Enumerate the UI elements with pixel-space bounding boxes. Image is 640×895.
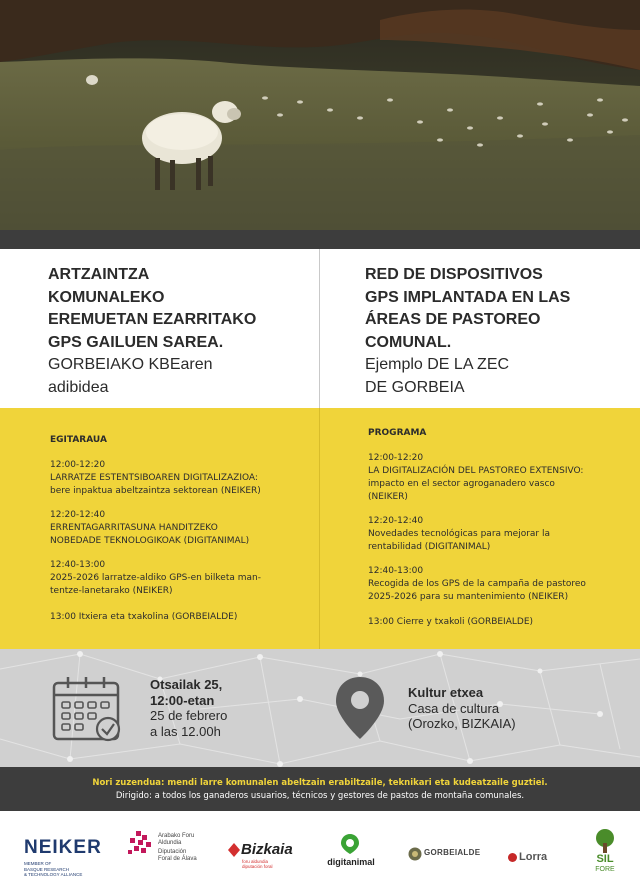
program-section (0, 408, 640, 649)
alava-name-eu: Arabako Foru Aldundia (158, 833, 195, 846)
place-es: Casa de cultura (408, 700, 500, 716)
neiker-logo (24, 837, 102, 878)
date-eu-time: 12:00-etan (150, 692, 215, 708)
program-item-desc: Recogida de los GPS de la campaña de pastoreo 2025-2026 para su mantenimiento (NEIKER) (368, 579, 586, 602)
alava-emblem-icon (126, 829, 156, 859)
program-item-time: 12:40-13:00 (50, 560, 106, 570)
lorra-logo-text: Lorra (519, 851, 548, 863)
program-item-time: 12:20-12:40 (368, 516, 424, 526)
digitanimal-pin-icon (340, 833, 360, 855)
program-item (50, 459, 300, 498)
neiker-logo-subtext: MEMBER OF BASQUE RESEARCH & TECHNOLOGY ALLIANCE (24, 861, 83, 877)
program-item (368, 515, 618, 554)
silfore-logo-text-2: FORE (595, 866, 615, 873)
place-town: (Orozko, BIZKAIA) (408, 716, 516, 731)
program-item (50, 509, 300, 548)
lorra-dot-icon (508, 853, 517, 862)
program-heading-spanish: PROGRAMA (368, 428, 427, 438)
program-item (368, 565, 618, 604)
program-item (50, 611, 300, 624)
program-item-desc: LARRATZE ESTENTSIBOAREN DIGITALIZAZIOA: bere inpaktua abeltzaintza sektorean (NEIKER) (50, 473, 261, 496)
audience-bar (0, 767, 640, 811)
event-date (150, 677, 227, 739)
title-spanish-subtitle: Ejemplo DE LA ZEC DE GORBEIA (365, 356, 510, 396)
alava-name-es: Diputación Foral de Álava (158, 849, 197, 862)
program-item-desc: Novedades tecnológicas para mejorar la rentabilidad (DIGITANIMAL) (368, 529, 550, 552)
partner-logos (0, 811, 640, 895)
title-basque (48, 264, 318, 399)
program-item-desc: ERRENTAGARRITASUNA HANDITZEKO NOBEDADE TEKNOLOGIKOAK (DIGITANIMAL) (50, 523, 250, 546)
digitanimal-logo-text: digitanimal (327, 857, 375, 867)
title-basque-bold: ARTZAINTZA KOMUNALEKO EREMUETAN EZARRITAKO GPS GAILUEN SAREA. (48, 266, 257, 351)
silfore-logo-text-1: SIL (596, 853, 614, 865)
program-divider (319, 408, 320, 649)
program-item (368, 616, 618, 629)
neiker-logo-text: NEIKER (24, 837, 102, 858)
place-eu: Kultur etxea (408, 685, 484, 700)
program-item-desc: LA DIGITALIZACIÓN DEL PASTOREO EXTENSIVO: impacto en el sector agroganadero vasco (NEIKER) (368, 466, 584, 502)
date-eu-day: Otsailak 25, (150, 677, 223, 692)
program-item-desc: 13:00 Itxiera eta txakolina (GORBEIALDE) (50, 612, 238, 622)
program-item (368, 452, 618, 504)
title-spanish (365, 264, 635, 399)
audience-basque: Nori zuzendua: mendi larre komunalen abeltzain erabiltzaile, teknikari eta kudeatzaile guztiei. (92, 778, 548, 788)
dark-separator-bar (0, 230, 640, 249)
bizkaia-logo-text: Bizkaia (241, 841, 293, 858)
bizkaia-emblem-icon (228, 843, 240, 857)
program-item-time: 12:20-12:40 (50, 510, 106, 520)
sheep-pasture-image (0, 0, 640, 230)
gorbeialde-emblem-icon (408, 847, 422, 861)
program-item-time: 12:00-12:20 (368, 453, 424, 463)
silfore-tree-icon (591, 829, 619, 853)
program-item-time: 12:40-13:00 (368, 566, 424, 576)
hero-photo (0, 0, 640, 230)
calendar-icon (52, 675, 124, 743)
location-pin-icon (334, 675, 386, 741)
title-spanish-bold: RED DE DISPOSITIVOS GPS IMPLANTADA EN LAS ÁREAS DE PASTOREO COMUNAL. (365, 266, 571, 351)
program-item (50, 559, 300, 598)
title-basque-subtitle: GORBEIAKO KBEaren adibidea (48, 356, 213, 396)
event-place (408, 685, 516, 732)
gorbeialde-logo-text: GORBEIALDE (424, 848, 481, 857)
date-es-day: 25 de febrero (150, 708, 228, 723)
audience-spanish: Dirigido: a todos los ganaderos usuarios, técnicos y gestores de pastos de montaña comunales. (115, 791, 525, 801)
program-item-desc: 2025-2026 larratze-aldiko GPS-en bilketa man- tentze-lanetarako (NEIKER) (50, 573, 261, 596)
event-info-section (0, 649, 640, 767)
date-es-time: a las 12.00h (150, 723, 221, 739)
bizkaia-logo-subtext: foru aldundia diputación foral (242, 859, 273, 869)
program-heading-basque: EGITARAUA (50, 435, 107, 445)
program-item-desc: 13:00 Cierre y txakoli (GORBEIALDE) (368, 617, 534, 627)
program-item-time: 12:00-12:20 (50, 460, 106, 470)
